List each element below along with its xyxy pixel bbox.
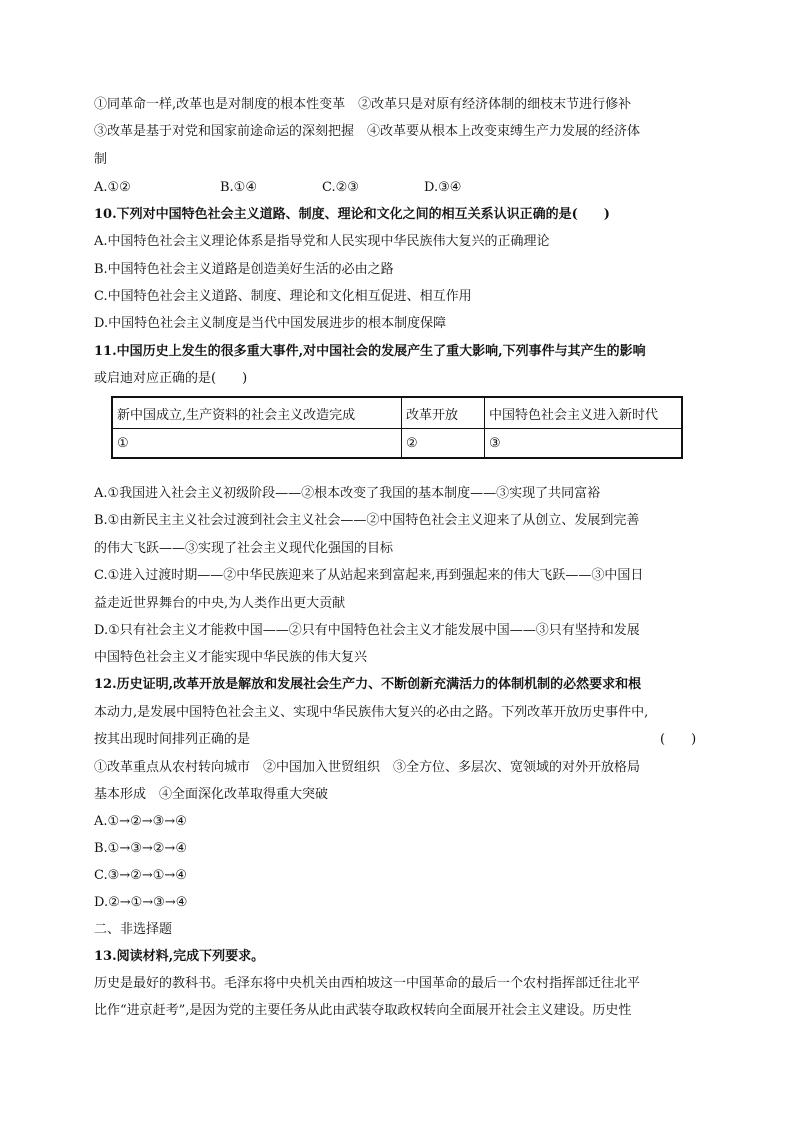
q9-statement-line-2: ③改革是基于对党和国家前途命运的深刻把握 ④改革要从根本上改变束缚生产力发展的经济体 <box>94 124 641 139</box>
table-header-cell: 改革开放 <box>402 397 485 429</box>
q13-material-line-1: 历史是最好的教科书。毛泽东将中央机关由西柏坡这一中国革命的最后一个农村指挥部迁往北平 <box>94 976 641 991</box>
q12-answer-paren: ( ) <box>660 732 697 747</box>
q11-events-table <box>111 396 683 459</box>
q9-option-d: D.③④ <box>424 180 462 195</box>
q11-stem-line-1: 11.中国历史上发生的很多重大事件,对中国社会的发展产生了重大影响,下列事件与其产生的影响 <box>94 344 646 359</box>
q12-option-a: A.①→②→③→④ <box>94 814 187 829</box>
table-header-cell: 新中国成立,生产资料的社会主义改造完成 <box>112 397 402 429</box>
q12-stem-line-2: 本动力,是发展中国特色社会主义、实现中华民族伟大复兴的必由之路。下列改革开放历史事件中, <box>94 705 649 720</box>
q11-option-c-line-2: 益走近世界舞台的中央,为人类作出更大贡献 <box>94 596 346 611</box>
q12-items-line-2: 基本形成 ④全面深化改革取得重大突破 <box>94 787 329 802</box>
table-cell: ② <box>402 429 485 459</box>
section-heading: 二、非选择题 <box>94 922 173 937</box>
q11-option-d-line-1: D.①只有社会主义才能救中国——②只有中国特色社会主义才能发展中国——③只有坚持和发展 <box>94 623 640 638</box>
q12-option-b: B.①→③→②→④ <box>94 841 187 856</box>
table-cell: ① <box>112 429 402 459</box>
q10-option-c: C.中国特色社会主义道路、制度、理论和文化相互促进、相互作用 <box>94 289 472 304</box>
q11-option-c-line-1: C.①进入过渡时期——②中华民族迎来了从站起来到富起来,再到强起来的伟大飞跃——③中国日 <box>94 568 644 583</box>
q9-statement-line-3: 制 <box>94 152 108 167</box>
q10-option-a: A.中国特色社会主义理论体系是指导党和人民实现中华民族伟大复兴的正确理论 <box>94 234 550 249</box>
q9-option-c: C.②③ <box>322 180 359 195</box>
q13-material-line-2: 比作“进京赶考”,是因为党的主要任务从此由武装夺取政权转向全面展开社会主义建设。历史性 <box>94 1003 632 1018</box>
q11-stem-line-2: 或启迪对应正确的是( ) <box>94 371 248 386</box>
q9-option-a: A.①② <box>94 180 131 195</box>
q11-option-a: A.①我国进入社会主义初级阶段——②根本改变了我国的基本制度——③实现了共同富裕 <box>94 486 601 501</box>
q10-option-d: D.中国特色社会主义制度是当代中国发展进步的根本制度保障 <box>94 316 447 331</box>
q13-stem: 13.阅读材料,完成下列要求。 <box>94 949 265 964</box>
q9-option-b: B.①④ <box>220 180 257 195</box>
q9-statement-line-1: ①同革命一样,改革也是对制度的根本性变革 ②改革只是对原有经济体制的细枝末节进行修补 <box>94 97 632 112</box>
table-header-cell: 中国特色社会主义进入新时代 <box>485 397 683 429</box>
q10-stem: 10.下列对中国特色社会主义道路、制度、理论和文化之间的相互关系认识正确的是( ) <box>94 207 610 222</box>
q11-option-d-line-2: 中国特色社会主义才能实现中华民族的伟大复兴 <box>94 650 368 665</box>
table-row <box>112 429 682 459</box>
q11-option-b-line-1: B.①由新民主主义社会过渡到社会主义社会——②中国特色社会主义迎来了从创立、发展到完善 <box>94 513 640 528</box>
q11-option-b-line-2: 的伟大飞跃——③实现了社会主义现代化强国的目标 <box>94 541 394 556</box>
q12-option-d: D.②→①→③→④ <box>94 895 188 910</box>
table-header-row <box>112 397 682 429</box>
q12-items-line-1: ①改革重点从农村转向城市 ②中国加入世贸组织 ③全方位、多层次、宽领域的对外开放格局 <box>94 760 641 775</box>
q10-option-b: B.中国特色社会主义道路是创造美好生活的必由之路 <box>94 262 394 277</box>
q12-stem-line-3: 按其出现时间排列正确的是 <box>94 732 251 747</box>
q12-stem-line-1: 12.历史证明,改革开放是解放和发展社会生产力、不断创新充满活力的体制机制的必然要求和根 <box>94 677 642 692</box>
q12-option-c: C.③→②→①→④ <box>94 868 187 883</box>
table-cell: ③ <box>485 429 683 459</box>
